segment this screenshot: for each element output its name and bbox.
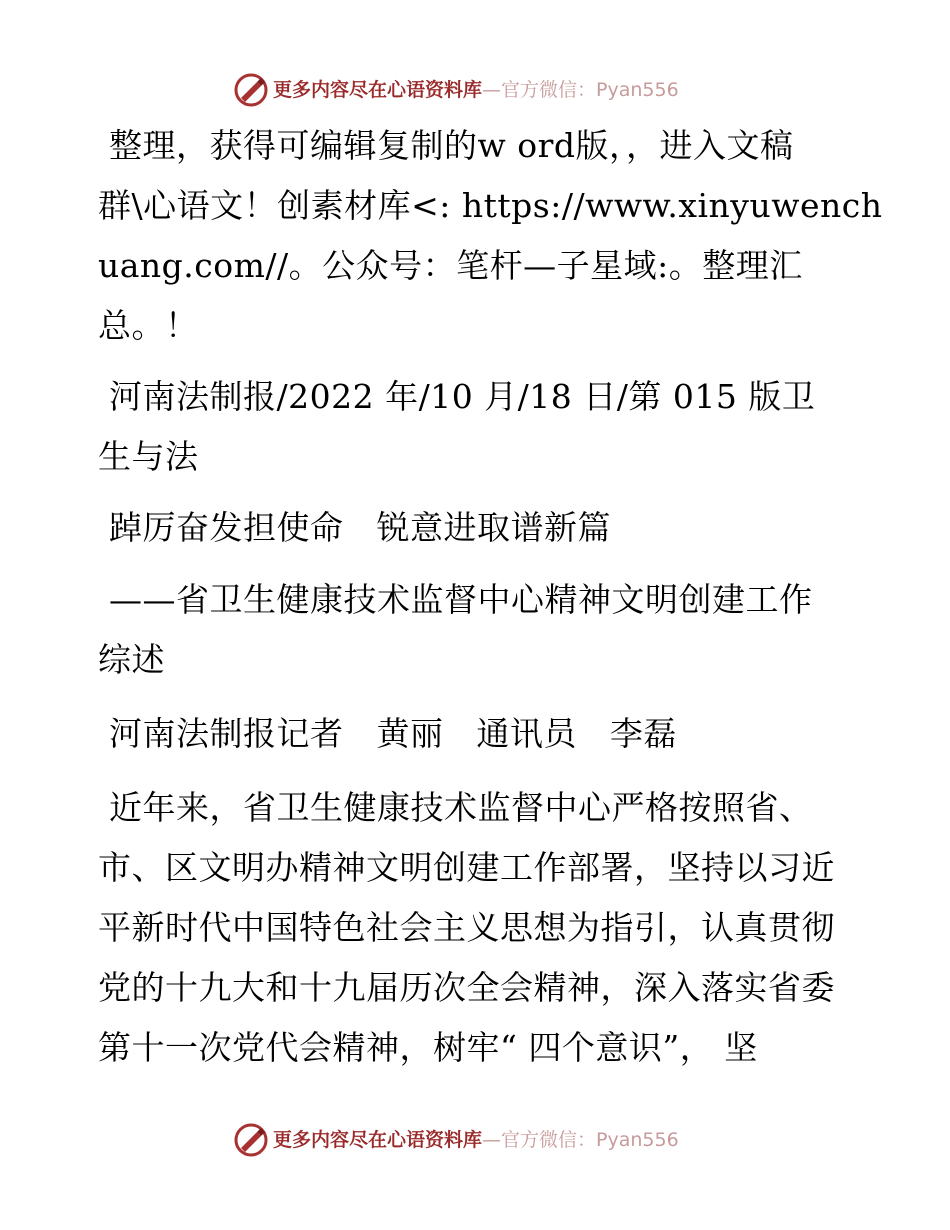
watermark-wechat-text: —官方微信：Pyan556 xyxy=(482,1129,679,1151)
byline: 河南法制报记者 黄丽 通讯员 李磊 xyxy=(98,714,677,753)
subheadline-continued: 综述 xyxy=(98,640,165,679)
text-line: 群\心语文！创素材库<: https://www.xinyuwench xyxy=(98,186,883,225)
watermark-text xyxy=(273,1129,679,1151)
watermark-main-text: 更多内容尽在心语资料库 xyxy=(273,79,483,101)
text-line: 近年来，省卫生健康技术监督中心严格按照省、 xyxy=(98,788,813,827)
text-line: 市、区文明办精神文明创建工作部署，坚持以习近 xyxy=(98,848,835,887)
headline: 踔厉奋发担使命 锐意进取谱新篇 xyxy=(98,508,611,547)
text-line: 整理，获得可编辑复制的w ord版，，进入文稿 xyxy=(98,126,794,165)
watermark-main-text: 更多内容尽在心语资料库 xyxy=(273,1129,483,1151)
footer-watermark-banner xyxy=(0,1122,950,1158)
text-line: 党的十九大和十九届历次全会精神，深入落实省委 xyxy=(98,968,835,1007)
text-line: 第十一次党代会精神，树牢“ 四个意识”， 坚 xyxy=(98,1028,758,1067)
subheadline: ——省卫生健康技术监督中心精神文明创建工作 xyxy=(98,580,813,619)
text-line: 生与法 xyxy=(98,437,199,476)
watermark-text xyxy=(273,79,679,101)
header-watermark-banner xyxy=(0,72,950,108)
text-line: 河南法制报/2022 年/10 月/18 日/第 015 版卫 xyxy=(98,377,816,416)
pen-logo-icon xyxy=(233,72,269,108)
text-line: uang.com//。公众号：笔杆—子星域:。整理汇 xyxy=(98,246,803,285)
watermark-wechat-text: —官方微信：Pyan556 xyxy=(482,79,679,101)
pen-logo-icon xyxy=(233,1122,269,1158)
text-line: 平新时代中国特色社会主义思想为指引，认真贯彻 xyxy=(98,908,835,947)
text-line: 总。！ xyxy=(98,306,199,345)
